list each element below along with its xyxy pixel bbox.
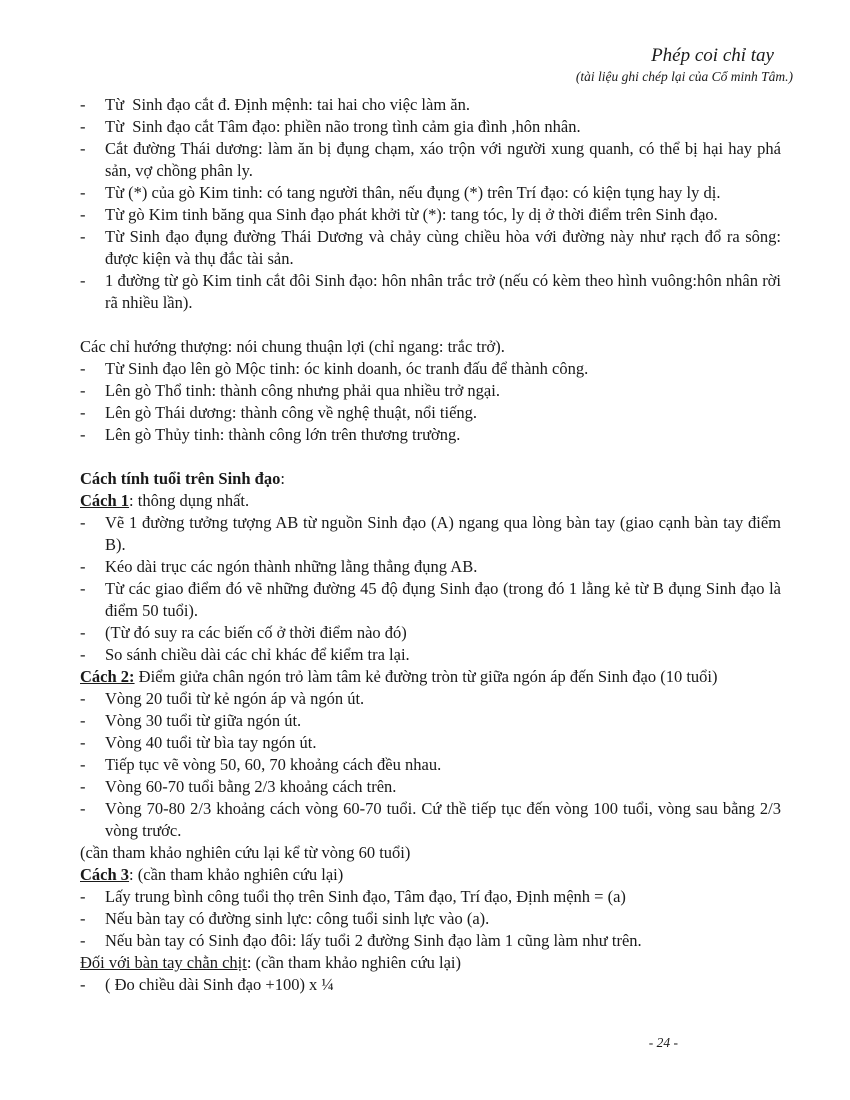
bullet-dash: -	[80, 711, 86, 730]
list-item-text: Vòng 20 tuổi từ kẻ ngón áp và ngón út.	[105, 689, 365, 708]
list-item	[80, 710, 781, 732]
list-item	[80, 754, 781, 776]
list-item	[80, 138, 781, 182]
bullet-dash: -	[80, 931, 86, 950]
page-header	[576, 44, 793, 85]
list-item-text: Tiếp tục vẽ vòng 50, 60, 70 khoảng cách đều nhau.	[105, 755, 442, 774]
document-title: Phép coi chỉ tay	[651, 45, 774, 66]
list-item	[80, 798, 781, 842]
bullet-dash: -	[80, 425, 86, 444]
bullet-dash: -	[80, 623, 86, 642]
list-item	[80, 226, 781, 270]
method-3-lead-text: : (cần tham khảo nghiên cứu lại)	[129, 865, 344, 884]
list-item	[80, 424, 781, 446]
list-item-text: Nếu bàn tay có đường sinh lực: công tuổi sinh lực vào (a).	[105, 909, 490, 928]
list-item-text: Cắt đường Thái dương: làm ăn bị đụng chạm, xáo trộn với người xung quanh, có thể bị hại hay phá sản, vợ chồng phân ly.	[105, 139, 781, 180]
list-item-text: Lấy trung bình công tuổi thọ trên Sinh đạo, Tâm đạo, Trí đạo, Định mệnh = (a)	[105, 887, 626, 906]
list-item-text: Lên gò Thổ tinh: thành công nhưng phải qua nhiều trở ngại.	[105, 381, 500, 400]
list-item-text: Từ Sinh đạo cắt Tâm đạo: phiền não trong tình cảm gia đình ,hôn nhân.	[105, 117, 581, 136]
tangled-hand-bullet-list	[80, 974, 781, 996]
bullet-dash: -	[80, 733, 86, 752]
bullet-dash: -	[80, 139, 86, 158]
bullet-dash: -	[80, 205, 86, 224]
list-item-text: Từ Sinh đạo đụng đường Thái Dương và chảy cùng chiều hòa với đường này như rạch đổ ra sông: được kiện và thụ đắc tài sản.	[105, 227, 781, 268]
list-item-text: Lên gò Thủy tinh: thành công lớn trên thương trường.	[105, 425, 461, 444]
cut-lines-bullet-list	[80, 94, 781, 314]
tangled-hand-lead-text: : (cần tham khảo nghiên cứu lại)	[246, 953, 462, 972]
list-item	[80, 94, 781, 116]
bullet-dash: -	[80, 227, 86, 246]
age-calc-heading-colon: :	[280, 469, 285, 488]
method-1-label: Cách 1	[80, 491, 130, 510]
list-item	[80, 688, 781, 710]
list-item	[80, 182, 781, 204]
list-item-text: Vòng 70-80 2/3 khoảng cách vòng 60-70 tuổi. Cứ thề tiếp tục đến vòng 100 tuổi, vòng sau bằng 2/3 vòng trước.	[105, 799, 781, 840]
list-item-text: Vòng 40 tuổi từ bìa tay ngón út.	[105, 733, 317, 752]
list-item-text: Từ Sinh đạo lên gò Mộc tinh: óc kinh doanh, óc tranh đấu để thành công.	[105, 359, 589, 378]
document-body	[80, 94, 781, 996]
list-item-text: 1 đường từ gò Kim tinh cắt đôi Sinh đạo: hôn nhân trắc trở (nếu có kèm theo hình vuông:hôn nhân rời rã nhiều lần).	[105, 271, 781, 312]
bullet-dash: -	[80, 403, 86, 422]
bullet-dash: -	[80, 117, 86, 136]
bullet-dash: -	[80, 95, 86, 114]
list-item	[80, 270, 781, 314]
method-2-note: (cần tham khảo nghiên cứu lại kể từ vòng 60 tuổi)	[80, 843, 411, 862]
bullet-dash: -	[80, 975, 86, 994]
method-3-label: Cách 3	[80, 865, 130, 884]
method-1-lead	[80, 490, 781, 512]
bullet-dash: -	[80, 183, 86, 202]
bullet-dash: -	[80, 909, 86, 928]
upward-lines-bullet-list	[80, 358, 781, 446]
list-item	[80, 380, 781, 402]
list-item	[80, 644, 781, 666]
list-item-text: Từ gò Kim tinh băng qua Sinh đạo phát khởi từ (*): tang tóc, ly dị ở thời điểm trên Sinh đạo.	[105, 205, 718, 224]
bullet-dash: -	[80, 799, 86, 818]
bullet-dash: -	[80, 513, 86, 532]
method-2-bullet-list	[80, 688, 781, 842]
document-subtitle: (tài liệu ghi chép lại của Cổ minh Tâm.)	[575, 69, 793, 84]
list-item	[80, 578, 781, 622]
method-2-lead	[80, 666, 781, 688]
page-number: - 24 -	[648, 1035, 678, 1050]
list-item	[80, 732, 781, 754]
list-item-text: (Từ đó suy ra các biến cố ở thời điểm nào đó)	[105, 623, 407, 642]
upward-lines-intro: Các chỉ hướng thượng: nói chung thuận lợi (chỉ ngang: trắc trở).	[80, 337, 505, 356]
list-item	[80, 204, 781, 226]
list-item	[80, 886, 781, 908]
list-item	[80, 358, 781, 380]
list-item-text: Vẽ 1 đường tưởng tượng AB từ nguồn Sinh đạo (A) ngang qua lòng bàn tay (giao cạnh bàn tay điểm B).	[105, 513, 781, 554]
list-item	[80, 974, 781, 996]
bullet-dash: -	[80, 579, 86, 598]
list-item-text: So sánh chiều dài các chỉ khác để kiểm tra lại.	[105, 645, 410, 664]
bullet-dash: -	[80, 381, 86, 400]
bullet-dash: -	[80, 271, 86, 290]
list-item-text: Vòng 60-70 tuổi bằng 2/3 khoảng cách trên.	[105, 777, 397, 796]
method-3-bullet-list	[80, 886, 781, 952]
bullet-dash: -	[80, 557, 86, 576]
list-item	[80, 622, 781, 644]
list-item-text: Từ Sinh đạo cắt đ. Định mệnh: tai hai cho việc làm ăn.	[105, 95, 470, 114]
tangled-hand-label: Đối với bàn tay chằn chịt	[80, 953, 247, 972]
age-calc-heading	[80, 468, 781, 490]
bullet-dash: -	[80, 755, 86, 774]
method-1-lead-text: : thông dụng nhất.	[129, 491, 250, 510]
list-item	[80, 776, 781, 798]
method-1-bullet-list	[80, 512, 781, 666]
list-item-text: ( Đo chiều dài Sinh đạo +100) x ¼	[105, 975, 334, 994]
method-2-lead-text: Điểm giửa chân ngón trỏ làm tâm kẻ đường tròn từ giữa ngón áp đến Sinh đạo (10 tuổi)	[134, 667, 718, 686]
bullet-dash: -	[80, 887, 86, 906]
method-3-lead	[80, 864, 781, 886]
list-item	[80, 930, 781, 952]
bullet-dash: -	[80, 689, 86, 708]
list-item-text: Lên gò Thái dương: thành công về nghệ thuật, nổi tiếng.	[105, 403, 478, 422]
list-item-text: Kéo dài trục các ngón thành những lằng thẳng đụng AB.	[105, 557, 478, 576]
bullet-dash: -	[80, 645, 86, 664]
list-item	[80, 556, 781, 578]
list-item-text: Vòng 30 tuổi từ giữa ngón út.	[105, 711, 302, 730]
list-item	[80, 402, 781, 424]
list-item-text: Nếu bàn tay có Sinh đạo đôi: lấy tuổi 2 đường Sinh đạo làm 1 cũng làm như trên.	[105, 931, 642, 950]
list-item	[80, 116, 781, 138]
tangled-hand-lead	[80, 952, 781, 974]
age-calc-heading-bold: Cách tính tuổi trên Sinh đạo	[80, 469, 281, 488]
bullet-dash: -	[80, 359, 86, 378]
list-item-text: Từ các giao điểm đó vẽ những đường 45 độ đụng Sinh đạo (trong đó 1 lằng kẻ từ B đụng Sinh đạo là điểm 50 tuổi).	[105, 579, 781, 620]
list-item-text: Từ (*) của gò Kim tinh: có tang người thân, nếu đụng (*) trên Trí đạo: có kiện tụng hay ly dị.	[105, 183, 721, 202]
bullet-dash: -	[80, 777, 86, 796]
method-2-label: Cách 2:	[80, 667, 135, 686]
list-item	[80, 908, 781, 930]
list-item	[80, 512, 781, 556]
